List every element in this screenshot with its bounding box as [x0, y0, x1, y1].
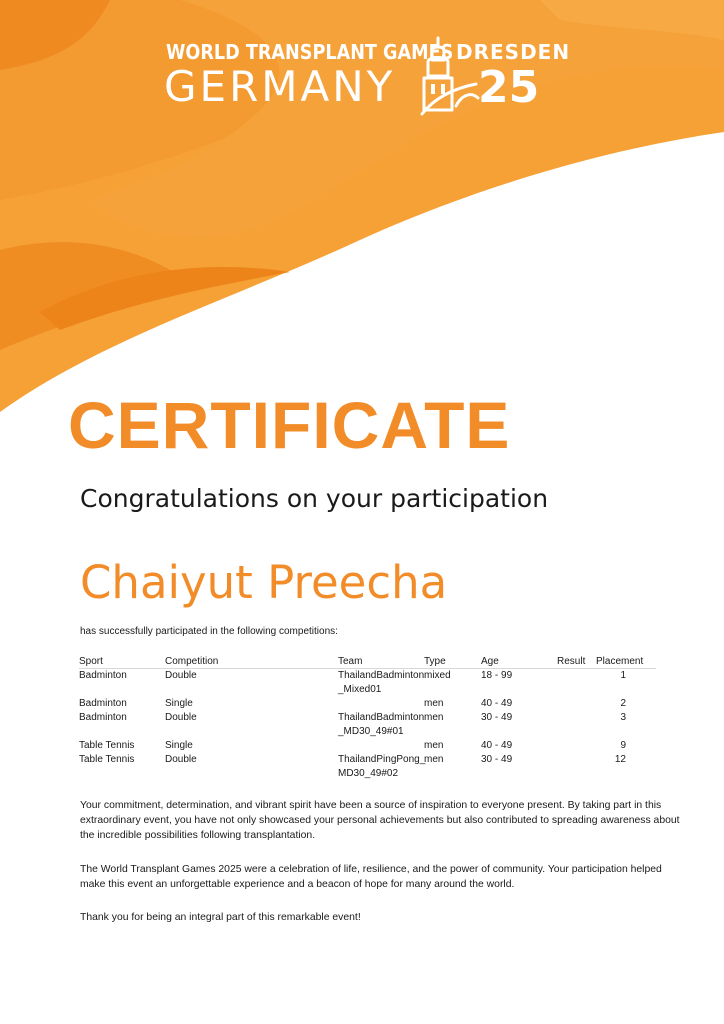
table-row [79, 753, 656, 781]
cell-competition: Single [165, 740, 193, 751]
column-header-competition: Competition [165, 654, 338, 669]
cell-type: men [424, 754, 444, 765]
cell-result [557, 697, 596, 711]
team-line: _MD30_49#01 [338, 726, 404, 737]
cell-sport: Badminton [79, 670, 127, 681]
cell-team [338, 753, 424, 781]
team-line: ThailandBadminton [338, 712, 425, 723]
cell-placement: 3 [620, 712, 626, 723]
cell-sport: Table Tennis [79, 754, 135, 765]
logo-line-germany: GERMANY [164, 62, 396, 111]
paragraph-thank-you: Thank you for being an integral part of this remarkable event! [80, 912, 361, 923]
competitions-table [79, 654, 656, 781]
cell-age: 18 - 99 [481, 670, 513, 681]
certificate-title: CERTIFICATE [68, 388, 511, 462]
team-line: MD30_49#02 [338, 768, 399, 779]
cell-placement: 2 [620, 698, 626, 709]
cell-type: men [424, 712, 444, 723]
table-row [79, 711, 656, 739]
cell-competition: Single [165, 698, 193, 709]
table-row [79, 697, 656, 711]
cell-placement: 9 [620, 740, 626, 751]
cell-age: 40 - 49 [481, 740, 513, 751]
column-header-placement: Placement [596, 654, 656, 669]
logo-year: 25 [478, 62, 540, 113]
cell-result [557, 753, 596, 781]
logo-city-dresden: DRESDEN [456, 40, 571, 64]
logo-line-world-transplant-games: WORLD TRANSPLANT GAMES [166, 40, 454, 64]
paragraph-celebration: The World Transplant Games 2025 were a celebration of life, resilience, and the power of community. Your participation helped make this event an unforgettable experience and a beacon of hope for many around the world. [80, 864, 662, 890]
cell-result [557, 739, 596, 753]
cell-sport: Badminton [79, 712, 127, 723]
team-line: ThailandPingPong_ [338, 754, 426, 765]
column-header-type: Type [424, 654, 481, 669]
games-logo [160, 30, 571, 120]
cell-team [338, 739, 424, 753]
participant-name: Chaiyut Preecha [80, 556, 448, 609]
table-row [79, 739, 656, 753]
cell-sport: Table Tennis [79, 740, 135, 751]
column-header-sport: Sport [79, 654, 165, 669]
cell-age: 30 - 49 [481, 712, 513, 723]
cell-competition: Double [165, 712, 197, 723]
column-header-result: Result [557, 654, 596, 669]
participation-intro: has successfully participated in the following competitions: [80, 626, 338, 637]
cell-type: men [424, 740, 444, 751]
column-header-age: Age [481, 654, 557, 669]
cell-type: men [424, 698, 444, 709]
cell-competition: Double [165, 754, 197, 765]
cell-result [557, 669, 596, 698]
team-line: _Mixed01 [338, 684, 382, 695]
team-line: ThailandBadminton [338, 670, 425, 681]
cell-age: 40 - 49 [481, 698, 513, 709]
table-header-row [79, 654, 656, 669]
cell-team [338, 669, 424, 698]
column-header-team: Team [338, 654, 424, 669]
congratulations-subtitle: Congratulations on your participation [80, 484, 549, 513]
cell-placement: 12 [614, 754, 626, 765]
cell-age: 30 - 49 [481, 754, 513, 765]
cell-team [338, 711, 424, 739]
cell-team [338, 697, 424, 711]
table-row [79, 669, 656, 698]
cell-placement: 1 [620, 670, 626, 681]
paragraph-commitment: Your commitment, determination, and vibrant spirit have been a source of inspiration to everyone present. By taking part in this extraordinary event, you have not only showcased your personal achievements but also contributed to spreading awareness about the incredible possibilities following transplantation. [80, 800, 680, 841]
cell-result [557, 711, 596, 739]
cell-sport: Badminton [79, 698, 127, 709]
cell-competition: Double [165, 670, 197, 681]
cell-type: mixed [424, 670, 451, 681]
